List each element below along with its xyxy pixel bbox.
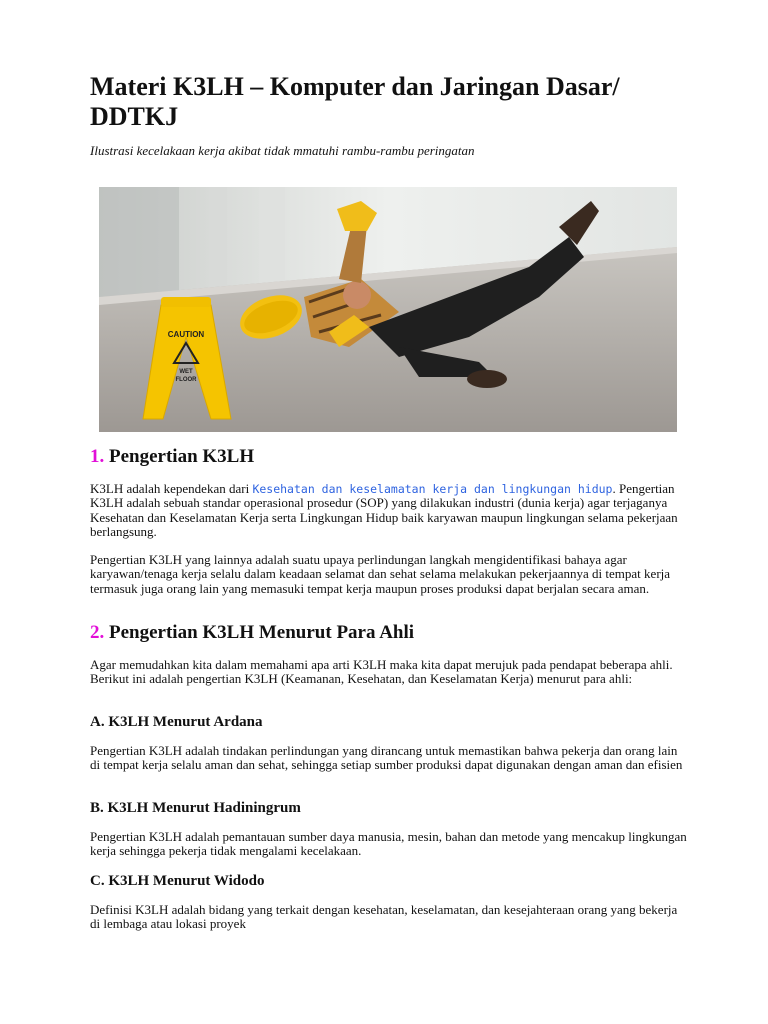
svg-text:FLOOR: FLOOR [175, 377, 197, 383]
expert-text-ardana: Pengertian K3LH adalah tindakan perlindungan yang dirancang untuk memastikan bahwa pekerja dan orang lain di tempat kerja selalu aman dan sehat, sehingga setiap sumber produksi dapat digunakan dengan aman dan efisien [90, 743, 683, 773]
section-number: 2. [90, 622, 105, 643]
accident-illustration-graphic [99, 187, 677, 432]
svg-text:WET: WET [179, 369, 193, 375]
paragraph-intro: Agar memudahkan kita dalam memahami apa arti K3LH maka kita dapat merujuk pada pendapat beberapa ahli. Berikut ini adalah pengertian K3LH (Keamanan, Kesehatan, dan Keselamatan Kerja) menurut para ahli: [90, 657, 673, 687]
section-heading-text: Pengertian K3LH [109, 446, 255, 467]
section-heading-text: Pengertian K3LH Menurut Para Ahli [109, 622, 415, 643]
paragraph-definition-alt: Pengertian K3LH yang lainnya adalah suatu upaya perlindungan langkah mengidentifikasi bahaya agar karyawan/tenaga kerja selalu dalam keadaan selamat dan sehat selama melakukan pekerjaannya di tempat kerja termasuk juga orang lain yang memasuki tempat kerja maupun proses produksi dapat berjalan secara aman. [90, 552, 671, 596]
section-heading-para-ahli [90, 622, 414, 644]
svg-text:CAUTION: CAUTION [167, 330, 205, 339]
paragraph-text: . Pengertian K3LH adalah sebuah standar operasional prosedur (SOP) yang dilakukan industri (dunia kerja) agar terjaganya Kesehatan dan Keselamatan Kerja serta Lingkungan Hidup baik karyawan maupun lingkungan selama pekerjaan berlangsung. [90, 481, 678, 540]
page-title: Materi K3LH – Komputer dan Jaringan Dasar/ DDTKJ [90, 72, 620, 131]
term-link: Kesehatan dan keselamatan kerja dan lingkungan hidup [252, 482, 613, 496]
expert-heading-widodo: C. K3LH Menurut Widodo [90, 873, 265, 889]
image-caption: Ilustrasi kecelakaan kerja akibat tidak mmatuhi rambu-rambu peringatan [90, 143, 475, 158]
expert-heading-hadiningrum: B. K3LH Menurut Hadiningrum [90, 800, 301, 816]
accident-illustration [99, 187, 677, 432]
expert-text-hadiningrum: Pengertian K3LH adalah pemantauan sumber daya manusia, mesin, bahan dan metode yang mencakup lingkungan kerja sehingga pekerja tidak mengalami kecelakaan. [90, 829, 687, 859]
expert-heading-ardana: A. K3LH Menurut Ardana [90, 714, 263, 730]
paragraph-definition [90, 482, 690, 540]
paragraph-text: K3LH adalah kependekan dari [90, 481, 253, 496]
expert-text-widodo: Definisi K3LH adalah bidang yang terkait dengan kesehatan, keselamatan, dan kesejahteraan orang yang bekerja di lembaga atau lokasi proyek [90, 902, 678, 932]
section-heading-pengertian [90, 446, 254, 468]
section-number: 1. [90, 446, 105, 467]
